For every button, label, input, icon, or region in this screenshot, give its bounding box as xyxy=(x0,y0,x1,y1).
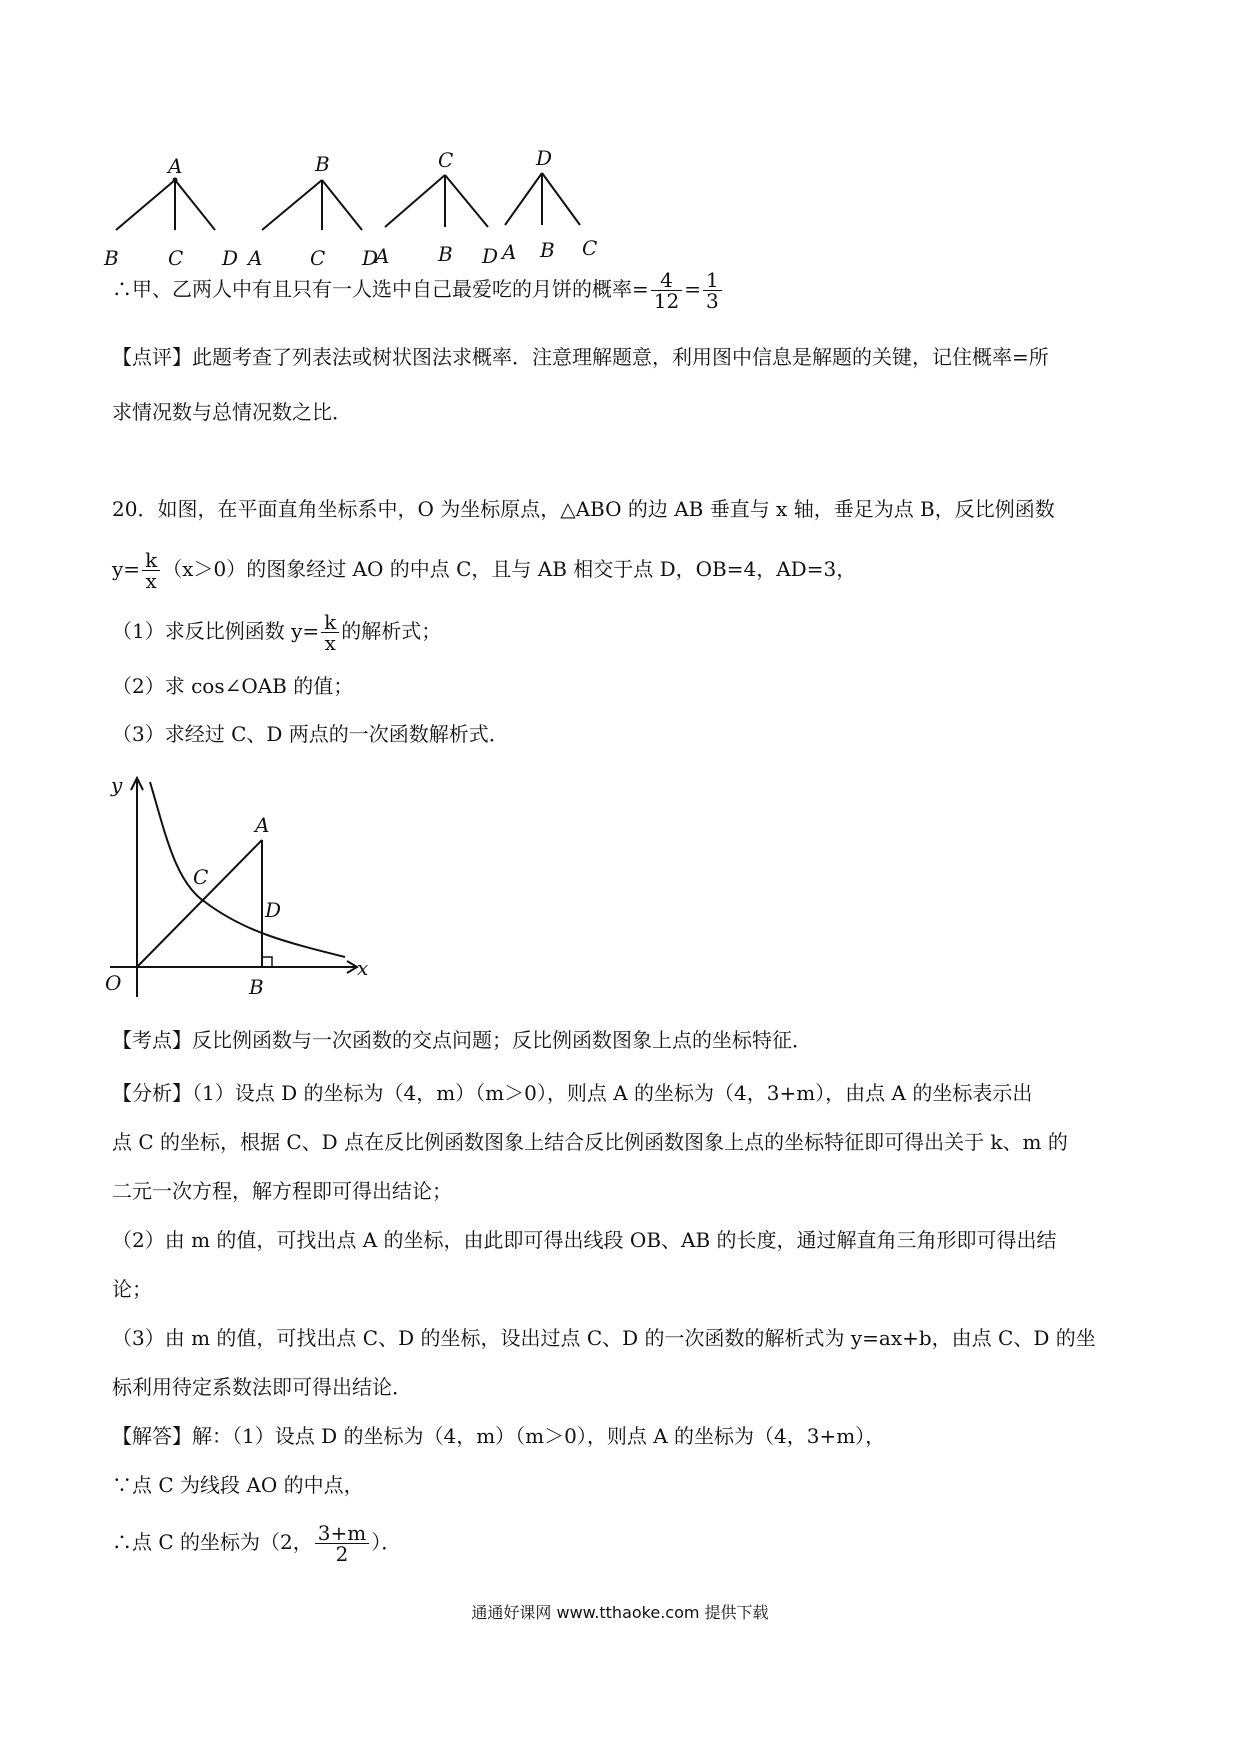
fraction-k-over-x xyxy=(321,612,339,653)
fraction-numerator: 1 xyxy=(703,270,722,291)
analysis-line-2: 点 C 的坐标，根据 C、D 点在反比例函数图象上结合反比例函数图象上点的坐标特征即可得出关于 k、m 的 xyxy=(112,1130,1068,1154)
comment-line-2: 求情况数与总情况数之比． xyxy=(112,400,352,424)
question-20-line-1: 20．如图，在平面直角坐标系中，O 为坐标原点，△ABO 的边 AB 垂直与 x 轴，垂足为点 B，反比例函数 xyxy=(112,497,1055,521)
tree-root: B xyxy=(315,152,330,176)
fraction-3m-over-2 xyxy=(315,1523,369,1564)
tree-root: C xyxy=(438,148,454,172)
fraction-4-12 xyxy=(651,270,682,311)
fraction-numerator: k xyxy=(142,550,160,571)
segment-oa xyxy=(137,840,262,967)
analysis-line-4: （2）由 m 的值，可找出点 A 的坐标，由此即可得出线段 OB、AB 的长度，通过解直角三角形即可得出结 xyxy=(112,1228,1057,1252)
question-20-part-2: （2）求 cos∠OAB 的值； xyxy=(112,674,354,698)
tree-d xyxy=(500,146,597,264)
solution-line-1: 【解答】解：（1）设点 D 的坐标为（4，m）（m＞0），则点 A 的坐标为（4，3+m）， xyxy=(112,1424,886,1448)
probability-text: ∴甲、乙两人中有且只有一人选中自己最爱吃的月饼的概率= xyxy=(112,277,649,301)
part-1-suffix: 的解析式； xyxy=(341,619,442,643)
label-a: A xyxy=(255,813,270,837)
label-b: B xyxy=(249,975,264,999)
tree-leaf: C xyxy=(582,236,598,260)
solution-line-3 xyxy=(112,1523,401,1564)
fraction-numerator: 3+m xyxy=(315,1523,369,1544)
fraction-1-3 xyxy=(703,270,722,311)
fraction-k-over-x xyxy=(142,550,160,591)
page-footer: 通通好课网 www.tthaoke.com 提供下载 xyxy=(471,1603,769,1622)
analysis-line-6: （3）由 m 的值，可找出点 C、D 的坐标，设出过点 C、D 的一次函数的解析式为 y=ax+b，由点 C、D 的坐 xyxy=(112,1326,1096,1350)
analysis-line-1: 【分析】（1）设点 D 的坐标为（4，m）（m＞0），则点 A 的坐标为（4，3+m），由点 A 的坐标表示出 xyxy=(112,1081,1033,1105)
fraction-numerator: k xyxy=(321,612,339,633)
coordinate-figure xyxy=(105,772,375,1002)
question-20-condition: （x＞0）的图象经过 AO 的中点 C，且与 AB 相交于点 D，OB=4，AD=3， xyxy=(162,557,857,581)
right-angle-mark xyxy=(262,957,272,967)
tree-leaf: D xyxy=(362,246,379,270)
equals-sign: = xyxy=(684,277,701,301)
kaodian-line: 【考点】反比例函数与一次函数的交点问题；反比例函数图象上点的坐标特征． xyxy=(112,1028,812,1052)
probability-line xyxy=(112,270,724,311)
fraction-denominator: x xyxy=(324,631,336,655)
analysis-line-3: 二元一次方程，解方程即可得出结论； xyxy=(112,1179,452,1203)
question-20-line-2 xyxy=(112,550,856,591)
solution-line-2: ∵点 C 为线段 AO 的中点， xyxy=(112,1473,364,1497)
solution-3-suffix: ）． xyxy=(371,1530,402,1554)
label-d: D xyxy=(265,898,282,922)
part-1-prefix: （1）求反比例函数 y= xyxy=(112,619,320,643)
label-o: O xyxy=(105,971,122,995)
tree-b xyxy=(246,152,378,270)
tree-diagrams xyxy=(100,135,660,275)
tree-leaf: A xyxy=(248,246,263,270)
label-x: x xyxy=(357,956,369,980)
tree-leaf: C xyxy=(168,246,184,270)
fraction-denominator: x xyxy=(145,569,157,593)
fraction-denominator: 3 xyxy=(705,289,719,313)
tree-leaf: B xyxy=(438,242,453,266)
hyperbola-curve xyxy=(150,782,345,957)
tree-root: A xyxy=(168,154,183,178)
question-20-part-3: （3）求经过 C、D 两点的一次函数解析式． xyxy=(112,722,509,746)
function-prefix: y= xyxy=(112,557,141,581)
comment-line-1: 【点评】此题考查了列表法或树状图法求概率．注意理解题意，利用图中信息是解题的关键，记住概率=所 xyxy=(112,345,1049,369)
tree-root: D xyxy=(536,146,553,170)
tree-leaf: A xyxy=(375,244,390,268)
fraction-denominator: 12 xyxy=(653,289,680,313)
tree-leaf: B xyxy=(104,246,119,270)
fraction-denominator: 2 xyxy=(335,1542,349,1566)
tree-c xyxy=(373,148,498,268)
label-c: C xyxy=(193,865,209,889)
fraction-numerator: 4 xyxy=(651,270,682,291)
solution-3-prefix: ∴点 C 的坐标为（2， xyxy=(112,1530,313,1554)
label-y: y xyxy=(111,773,123,797)
analysis-line-5: 论； xyxy=(112,1277,152,1301)
question-20-part-1 xyxy=(112,612,441,653)
tree-leaf: A xyxy=(502,240,517,264)
tree-a xyxy=(103,154,238,270)
tree-leaf: C xyxy=(310,246,326,270)
tree-leaf: D xyxy=(222,246,239,270)
tree-leaf: B xyxy=(540,238,555,262)
analysis-line-7: 标利用待定系数法即可得出结论． xyxy=(112,1375,412,1399)
tree-leaf: D xyxy=(482,244,499,268)
